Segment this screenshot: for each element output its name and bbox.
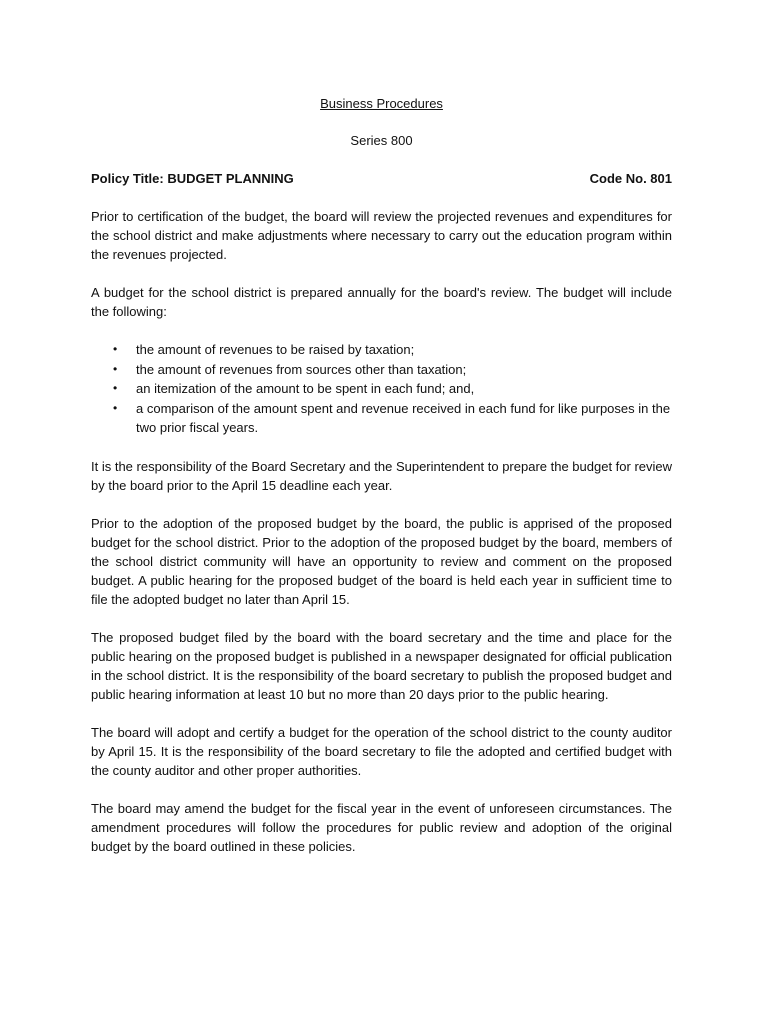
bullet-icon: •: [113, 400, 118, 415]
paragraph-publication: The proposed budget filed by the board with the board secretary and the time and place for the public hearing on the proposed budget is published in a newspaper designated for official publication in the school district. It is the responsibility of the board secretary to publish the proposed budget and public hearing information at least 10 but no more than 20 days prior to the public hearing.: [91, 629, 672, 702]
list-item: • an itemization of the amount to be spent in each fund; and,: [91, 379, 672, 399]
bullet-icon: •: [113, 342, 118, 356]
series-label: Series 800: [350, 133, 413, 148]
paragraph-public-hearing: Prior to the adoption of the proposed budget by the board, the public is apprised of the proposed budget for the school district. Prior to the adoption of the proposed budget by the board, members of the school district community will have an opportunity to review and comment on the proposed budget. A public hearing for the proposed budget of the board is held each year in sufficient time to file the adopted budget no later than April 15.: [91, 515, 672, 607]
budget-contents-list: [91, 340, 672, 438]
paragraph-adoption: The board will adopt and certify a budget for the operation of the school district to the county auditor by April 15. It is the responsibility of the board secretary to file the adopted and certified budget with the county auditor and other proper authorities.: [91, 724, 672, 778]
paragraph-certification: Prior to certification of the budget, the board will review the projected revenues and expenditures for the school district and make adjustments where necessary to carry out the education program within the revenues projected.: [91, 209, 672, 262]
paragraph-responsibility: It is the responsibility of the Board Secretary and the Superintendent to prepare the budget for review by the board prior to the April 15 deadline each year.: [91, 458, 673, 493]
policy-title-row: [91, 169, 672, 188]
section-heading: Business Procedures: [320, 96, 443, 111]
list-item: • the amount of revenues from sources other than taxation;: [91, 360, 672, 380]
paragraph-amendment: The board may amend the budget for the fiscal year in the event of unforeseen circumstances. The amendment procedures will follow the procedures for public review and adoption of the original budget by the board outlined in these policies.: [91, 800, 672, 854]
bullet-icon: •: [113, 361, 118, 376]
policy-code: Code No. 801: [589, 171, 672, 186]
paragraph-budget-intro: A budget for the school district is prepared annually for the board's review. The budget will include the following:: [91, 285, 672, 319]
list-item: • the amount of revenues to be raised by taxation;: [91, 340, 672, 360]
policy-title: Policy Title: BUDGET PLANNING: [91, 171, 294, 186]
bullet-icon: •: [113, 381, 118, 395]
list-item: • a comparison of the amount spent and revenue received in each fund for like purposes in the two prior fiscal years.: [113, 400, 671, 435]
